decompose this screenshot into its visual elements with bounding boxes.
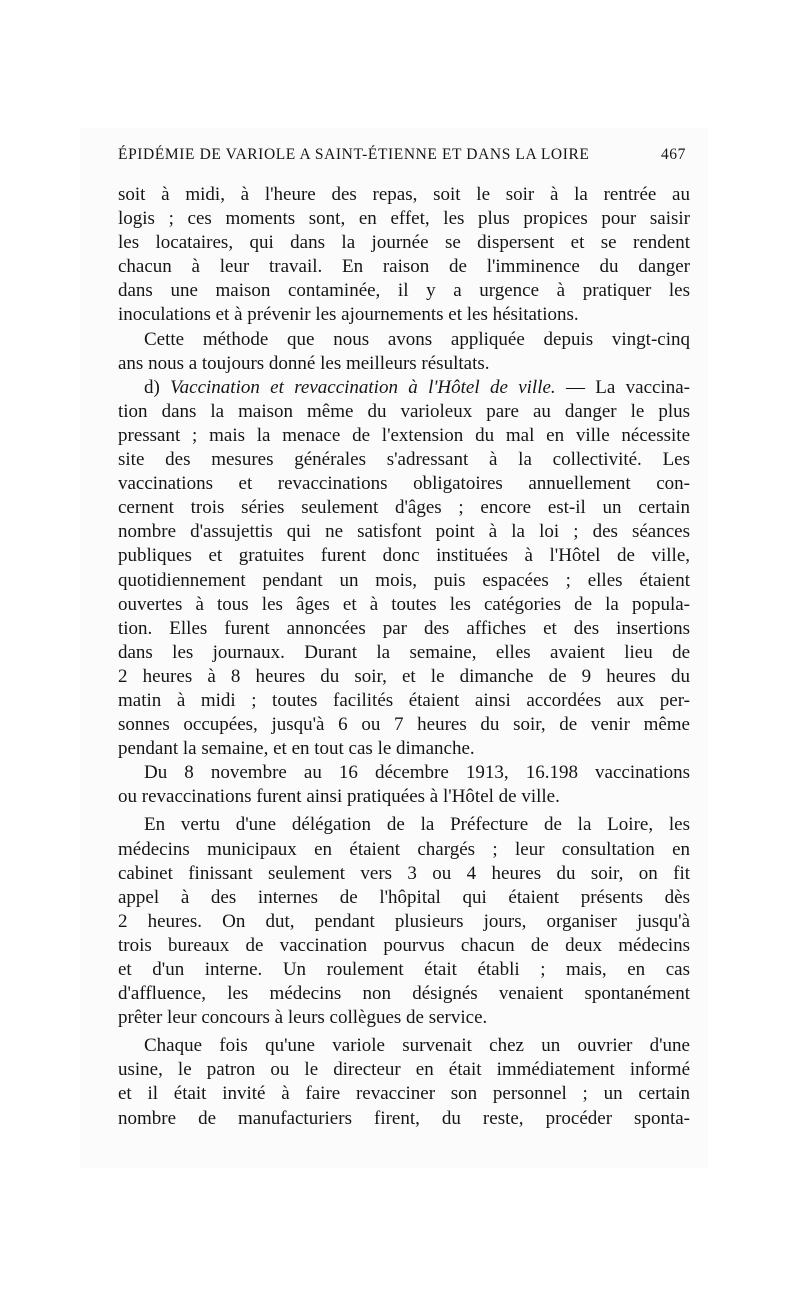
text-line: les locataires, qui dans la journée se dispersent et se rendent <box>118 232 690 254</box>
text-line: trois bureaux de vaccination pourvus chacun de deux médecins <box>118 934 690 956</box>
text-line: tion dans la maison même du varioleux pare au danger le plus <box>118 400 690 422</box>
text-line: et il était invité à faire revacciner son personnel ; un certain <box>118 1083 690 1105</box>
text-line: publiques et gratuites furent donc instituées à l'Hôtel de ville, <box>118 545 690 567</box>
text-line: Chaque fois qu'une variole survenait chez un ouvrier d'une <box>144 1035 690 1057</box>
text-line: Du 8 novembre au 16 décembre 1913, 16.198 vaccinations <box>144 762 690 784</box>
text-line: nombre d'assujettis qui ne satisfont point à la loi ; des séances <box>118 521 690 543</box>
text-line: pendant la semaine, et en tout cas le dimanche. <box>118 738 475 760</box>
text-line: cabinet finissant seulement vers 3 ou 4 heures du soir, on fit <box>118 862 690 884</box>
text-line: ou revaccinations furent ainsi pratiquées à l'Hôtel de ville. <box>118 786 560 808</box>
text-line: d'affluence, les médecins non désignés venaient spontanément <box>118 983 690 1005</box>
running-header <box>118 146 686 170</box>
section-d-heading-line <box>118 376 690 400</box>
text-line: En vertu d'une délégation de la Préfecture de la Loire, les <box>144 814 690 836</box>
text-line: sonnes occupées, jusqu'à 6 ou 7 heures du soir, de venir même <box>118 714 690 736</box>
text-line: quotidiennement pendant un mois, puis espacées ; elles étaient <box>118 569 690 591</box>
text-line: matin à midi ; toutes facilités étaient ainsi accordées aux per- <box>118 689 690 711</box>
text-line: 2 heures. On dut, pendant plusieurs jours, organiser jusqu'à <box>118 910 690 932</box>
text-line: chacun à leur travail. En raison de l'imminence du danger <box>118 256 690 278</box>
text-line: usine, le patron ou le directeur en était immédiatement informé <box>118 1059 690 1081</box>
text-line: site des mesures générales s'adressant à la collectivité. Les <box>118 449 690 471</box>
text-line: logis ; ces moments sont, en effet, les plus propices pour saisir <box>118 208 690 230</box>
text-line: inoculations et à prévenir les ajournements et les hésitations. <box>118 304 579 326</box>
text-line: vaccinations et revaccinations obligatoires annuellement con- <box>118 473 690 495</box>
body-text <box>118 183 690 1131</box>
text-line: Cette méthode que nous avons appliquée depuis vingt-cinq <box>144 328 690 350</box>
text-line: tion. Elles furent annoncées par des affiches et des insertions <box>118 617 690 639</box>
text-line: et d'un interne. Un roulement était établi ; mais, en cas <box>118 959 690 980</box>
text-line: soit à midi, à l'heure des repas, soit le soir à la rentrée au <box>118 184 690 205</box>
text-line: nombre de manufacturiers firent, du reste, procéder sponta- <box>118 1107 690 1129</box>
text-line: ouvertes à tous les âges et à toutes les catégories de la popula- <box>118 593 690 615</box>
section-d-title: Vaccination et revaccination à l'Hôtel de ville. <box>170 376 556 398</box>
text-line: appel à des internes de l'hôpital qui étaient présents dès <box>118 886 690 908</box>
text-line: 2 heures à 8 heures du soir, et le dimanche de 9 heures du <box>118 665 690 687</box>
text-line: dans une maison contaminée, il y a urgence à pratiquer les <box>118 280 690 302</box>
section-d-label: d) <box>144 376 160 398</box>
text-line: ans nous a toujours donné les meilleurs résultats. <box>118 352 490 374</box>
section-d-rest: — La vaccina- <box>555 376 690 398</box>
page-number: 467 <box>660 146 686 163</box>
text-line: médecins municipaux en étaient chargés ; leur consultation en <box>118 838 690 860</box>
text-line: dans les journaux. Durant la semaine, elles avaient lieu de <box>118 641 690 663</box>
text-line: cernent trois séries seulement d'âges ; encore est-il un certain <box>118 497 690 519</box>
running-title: ÉPIDÉMIE DE VARIOLE A SAINT-ÉTIENNE ET DANS LA LOIRE <box>118 146 590 163</box>
text-line: prêter leur concours à leurs collègues de service. <box>118 1007 488 1029</box>
text-line: pressant ; mais la menace de l'extension du mal en ville nécessite <box>118 424 690 446</box>
